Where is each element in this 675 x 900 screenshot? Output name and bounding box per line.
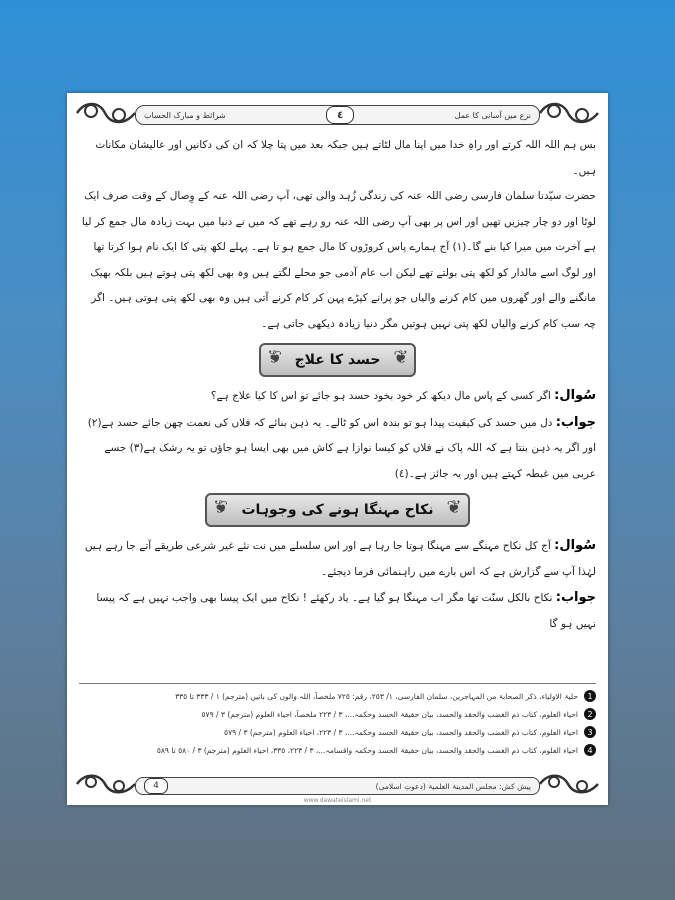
paragraph: حضرت سیّدنا سلمان فارسی رضی اللہ عنہ کی زندگی زُہد والی تھی، آپ رضی اللہ عنہ کے وِصال کے وقت صرف ایک لوٹا اور دو چار چیزیں تھیں اور اس پر بھی آپ رضی اللہ عنہ رو رہے تھے کہ میں نے دنیا میں بہت زیادہ مال جمع کر لیا ہے آخرت میں میرا کیا بنے گا۔(١) آج ہمارے پاس کروڑوں کا مال جمع ہو تا ہے۔ پہلے لکھ پتی کا ایک نام ہوا کرتا تھا اور لوگ اسے مالدار کو لکھ پتی بولتے تھے لیکن اب عام آدمی جو محلے لگتے ہیں وہ بھی لکھ پتی ہوتے ہیں بلکہ بھیک مانگنے والے اور گھروں میں کام کرنے والیاں جو پرانے کپڑے پہن کر کام کرنے آتی ہیں وہ بھی لکھ پتی ہوتی ہیں۔ اگر چہ سب کام کرنے والیاں لکھ پتی نہیں ہوتیں مگر دنیا زیادہ دیکھی جاتی ہے۔ (81, 190, 596, 330)
footnote (79, 741, 596, 759)
footnote-number: 4 (584, 744, 596, 756)
document-page (67, 93, 608, 805)
question-label: سُوال: (554, 388, 596, 403)
header-ornament-right (538, 99, 600, 127)
footnote-text: احیاء العلوم، کتاب ذم الغضب والحقد والحسد، بیان حقیقۃ الحسد وحکمہ...، ٣ / ٢٢٣، احیاء العلوم (مترجم) ٣ / ٥٧٩ (224, 727, 578, 737)
header-ornament-left (75, 99, 137, 127)
section-heading (79, 343, 596, 377)
footer-title: پیش کش: مجلس المدینۃ العلمیۃ (دعوتِ اسلامی) (375, 781, 531, 791)
header-title-left: شرائط و مبارک الحساب (144, 110, 226, 120)
question-text: اگر کسی کے پاس مال دیکھ کر خود بخود حسد ہو جائے تو اس کا کیا علاج ہے؟ (210, 390, 551, 402)
footnote-text: حلیۃ الاولیاء، ذکر الصحابۃ من المہاجرین، سلمان الفارسی، ١/ ٢٥٣، رقم: ٧٢٥ ملخصاً، اللہ والوں کی باتیں (مترجم) ١ / ٣٣٣ تا ٣٣٥ (175, 691, 578, 701)
question-label: سُوال: (554, 538, 596, 553)
question-text: آج کل نکاح مہنگے سے مہنگا ہوتا جا رہا ہے اور اس سلسلے میں نت نئے غیر شرعی طریقے آتے جا رہے ہیں لہٰذا آپ سے گزارش ہے کہ اس بارے میں راہنمائی فرما دیجئے۔ (84, 540, 596, 578)
answer-text: دل میں حسد کی کیفیت پیدا ہو تو بندہ اس کو ٹالے۔ یہ ذہن بنائے کہ فلاں کی نعمت چھن جائے حسد ہے(٢) اور اگر یہ ذہن بنتا ہے کہ اللہ پاک نے فلاں کو کیسا نوازا ہے کاش میں بھی ایسا ہو جاؤں تو یہ رشک ہے(٣) جسے عربی میں غبطہ کہتے ہیں اور یہ جائز ہے۔(٤) (87, 416, 596, 480)
footer-page-number: 4 (144, 778, 168, 794)
footnote-text: احیاء العلوم، کتاب ذم الغضب والحقد والحسد، بیان حقیقۃ الحسد وحکمہ...، ٣ / ٢٢٣ ملخصاً، احیاء العلوم (مترجم) ٣ / ٥٧٩ (201, 709, 578, 719)
footer-ornament-left (75, 771, 137, 797)
footnote-number: 3 (584, 726, 596, 738)
website-url[interactable]: www.dawateislami.net (303, 797, 372, 804)
answer-block (79, 410, 596, 488)
footnotes (79, 687, 596, 759)
page-body (79, 133, 596, 637)
footnote-number: 2 (584, 708, 596, 720)
footer-ornament-right (538, 771, 600, 797)
paragraph: بس ہم اللہ اللہ کرتے اور راہِ خدا میں اپنا مال لٹاتے ہیں جبکہ بعد میں پتا چلا کہ ان کی دکانیں اور عالیشان مکانات ہیں۔ (95, 139, 596, 177)
header-title-right: نزع میں آسانی کا عمل (454, 110, 531, 120)
footnote-number: 1 (584, 690, 596, 702)
section-heading-label: ❦ نکاح مہنگا ہونے کی وجوہات ❦ (205, 493, 469, 527)
question-block (79, 383, 596, 410)
question-block (79, 533, 596, 585)
answer-text: نکاح بالکل سنّت تھا مگر اب مہنگا ہو گیا ہے۔ یاد رکھئے ! نکاح میں ایک پیسا بھی واجب نہیں ہے کہ پیسا نہیں ہو گا (96, 592, 596, 630)
section-heading (79, 493, 596, 527)
header-page-number: ٤ (326, 106, 354, 124)
footnote-divider (79, 683, 596, 684)
footnote-text: احیاء العلوم، کتاب ذم الغضب والحقد والحسد، بیان حقیقۃ الحسد وحکمہ واقسامہ...، ٣ / ٢٢٣، ٣٣٥، احیاء العلوم (مترجم) ٣ / ٥٨٠ تا ٥٨٩ (156, 745, 578, 755)
footnote (79, 705, 596, 723)
page-header (75, 99, 600, 127)
answer-block (79, 585, 596, 637)
footnote (79, 687, 596, 705)
answer-label: جواب: (555, 414, 596, 430)
footnote (79, 723, 596, 741)
answer-label: جواب: (555, 590, 596, 605)
section-heading-label: ❦ حسد کا علاج ❦ (259, 343, 417, 377)
page-footer (75, 771, 600, 797)
